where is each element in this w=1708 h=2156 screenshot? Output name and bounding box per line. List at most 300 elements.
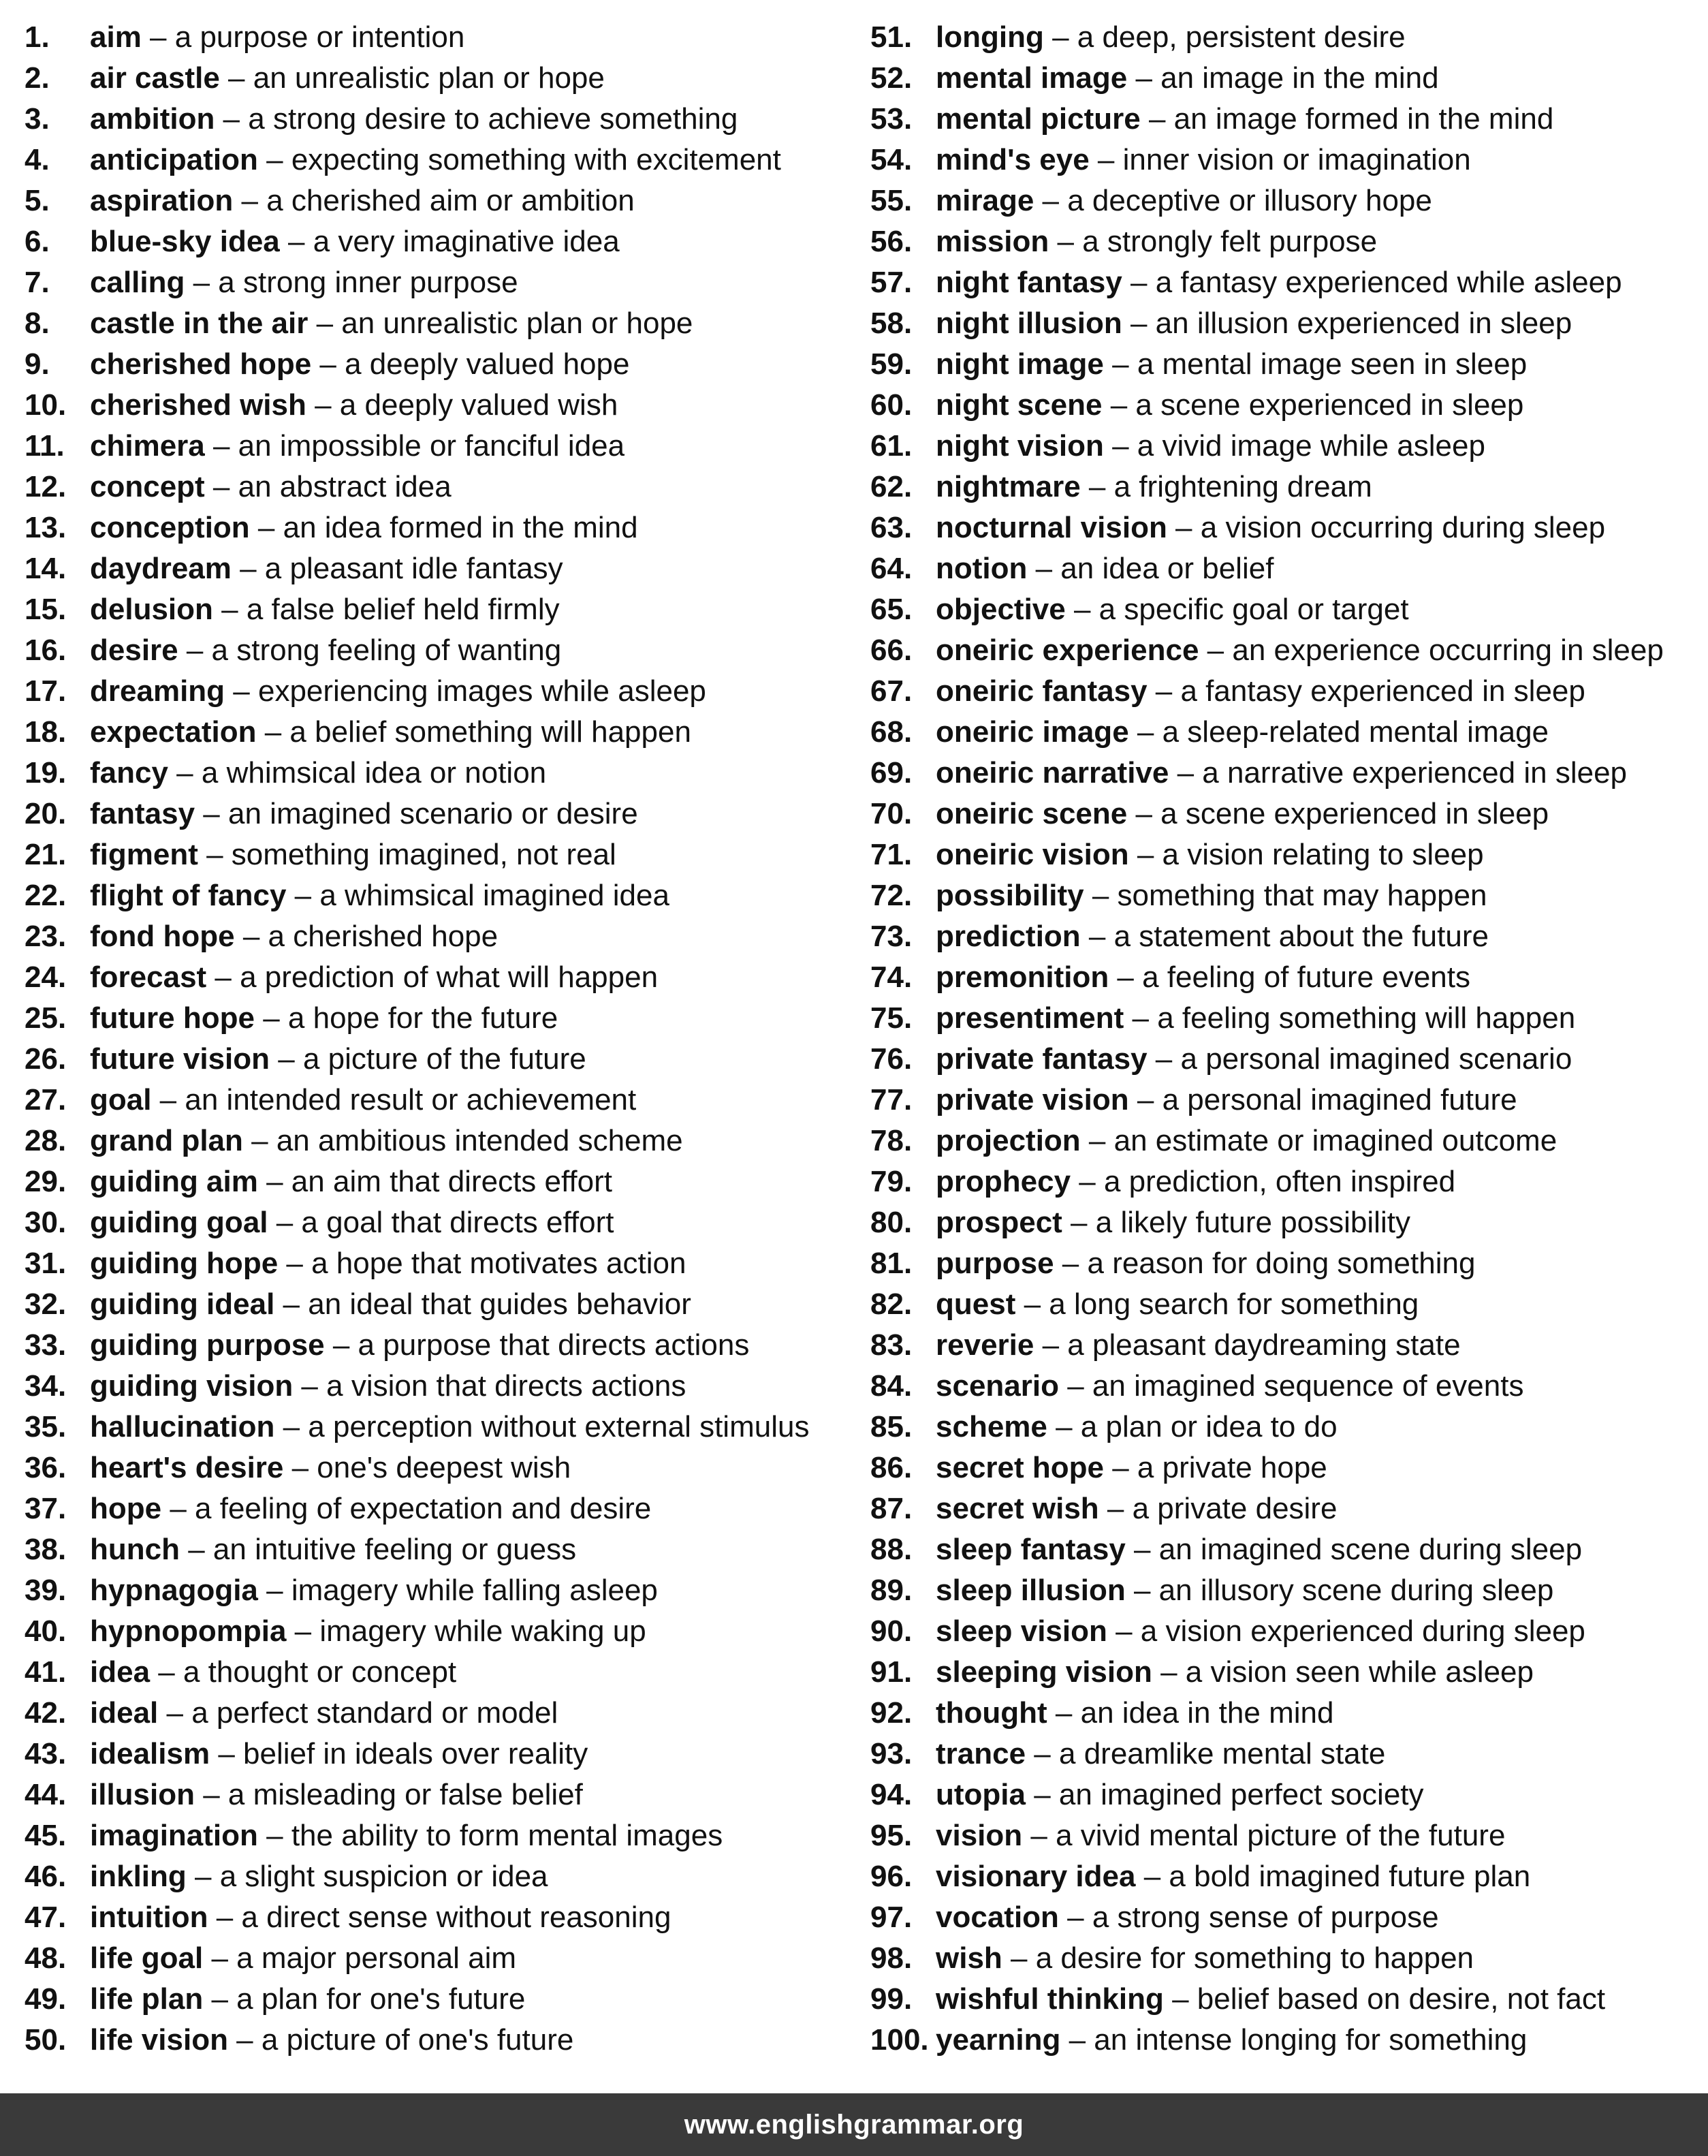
list-item <box>870 385 1708 426</box>
list-item-number: 55. <box>870 184 913 217</box>
list-item-term: sleep fantasy <box>936 1533 1126 1566</box>
list-item-definition: – an experience occurring in sleep <box>1199 634 1664 667</box>
list-item-text <box>90 1325 749 1366</box>
list-item-definition: – an impossible or fanciful idea <box>204 429 625 463</box>
list-item-text <box>90 1121 683 1161</box>
list-item <box>870 2020 1708 2061</box>
list-item-term: wishful thinking <box>936 1982 1164 2016</box>
list-item-definition: – an imagined perfect society <box>1025 1778 1424 1811</box>
list-item-term: oneiric fantasy <box>936 674 1148 708</box>
footer-website-link[interactable]: www.englishgrammar.org <box>684 2109 1024 2140</box>
list-item-term: mental picture <box>936 102 1141 136</box>
list-item <box>870 1611 1708 1652</box>
list-item-definition: – a vision that directs actions <box>293 1369 686 1403</box>
list-item <box>870 181 1708 221</box>
list-item-term: mirage <box>936 184 1034 217</box>
list-item <box>870 344 1708 385</box>
list-item-text <box>90 385 618 426</box>
list-item-term: visionary idea <box>936 1860 1136 1893</box>
list-item-definition: – one's deepest wish <box>283 1451 571 1484</box>
list-item-text <box>90 1570 658 1611</box>
list-item-term: hallucination <box>90 1410 275 1443</box>
list-item-text <box>90 548 563 589</box>
list-item-definition: – a very imaginative idea <box>279 225 620 258</box>
list-item-text <box>90 1693 558 1734</box>
list-item-definition: – expecting something with excitement <box>257 143 781 176</box>
list-item-text <box>936 1693 1333 1734</box>
list-item-text <box>90 957 658 998</box>
list-item <box>25 1570 869 1611</box>
list-item-number: 13. <box>25 511 67 544</box>
list-item <box>25 1448 869 1488</box>
list-item-definition: – a belief something will happen <box>256 715 691 749</box>
list-item-text <box>936 1039 1572 1080</box>
list-item-text <box>90 17 464 58</box>
list-item-definition: – a major personal aim <box>203 1941 517 1975</box>
list-item <box>870 58 1708 99</box>
list-item <box>870 99 1708 140</box>
list-item-number: 100. <box>870 2023 929 2057</box>
list-item-term: fancy <box>90 756 168 790</box>
list-item-definition: – a fantasy experienced in sleep <box>1147 674 1585 708</box>
list-item-term: hypnagogia <box>90 1574 258 1607</box>
list-item-text <box>936 1775 1424 1815</box>
list-item-text <box>90 671 706 712</box>
list-item-term: purpose <box>936 1247 1054 1280</box>
list-item-number: 66. <box>870 634 913 667</box>
list-item-number: 80. <box>870 1206 913 1239</box>
list-item-definition: – an illusory scene during sleep <box>1125 1574 1554 1607</box>
list-item-number: 6. <box>25 225 50 258</box>
list-item-text <box>936 1488 1337 1529</box>
list-item-number: 53. <box>870 102 913 136</box>
list-item <box>25 303 869 344</box>
list-item <box>25 507 869 548</box>
list-item-number: 43. <box>25 1737 67 1770</box>
list-item-text <box>936 385 1523 426</box>
list-item <box>25 916 869 957</box>
list-item-text <box>936 671 1585 712</box>
list-item-text <box>936 1407 1338 1448</box>
list-item-term: ambition <box>90 102 215 136</box>
list-item-term: idealism <box>90 1737 210 1770</box>
list-item-number: 20. <box>25 797 67 830</box>
list-item-number: 59. <box>870 347 913 381</box>
list-item-term: idea <box>90 1655 151 1689</box>
list-item-definition: – something imagined, not real <box>197 838 616 871</box>
list-item-definition: – a bold imagined future plan <box>1135 1860 1531 1893</box>
list-item-definition: – a vision occurring during sleep <box>1167 511 1606 544</box>
list-item-text <box>936 875 1487 916</box>
list-item-term: mental image <box>936 61 1128 95</box>
list-item-definition: – a slight suspicion or idea <box>186 1860 548 1893</box>
list-item-term: heart's desire <box>90 1451 284 1484</box>
list-item-number: 36. <box>25 1451 67 1484</box>
list-item-definition: – an imagined scene during sleep <box>1125 1533 1583 1566</box>
list-item <box>25 794 869 834</box>
list-item-number: 23. <box>25 920 67 953</box>
list-item-text <box>936 916 1489 957</box>
list-item-definition: – a purpose or intention <box>141 20 465 54</box>
list-item-definition: – a specific goal or target <box>1065 593 1409 626</box>
list-item-number: 47. <box>25 1901 67 1934</box>
list-item-term: future vision <box>90 1042 270 1076</box>
list-item-text <box>90 1897 671 1938</box>
list-item <box>25 1775 869 1815</box>
list-item-number: 22. <box>25 879 67 912</box>
list-item-number: 16. <box>25 634 67 667</box>
list-item-definition: – something that may happen <box>1084 879 1487 912</box>
list-item-definition: – a pleasant idle fantasy <box>231 552 563 585</box>
list-item-number: 62. <box>870 470 913 503</box>
list-item <box>870 1448 1708 1488</box>
list-item <box>25 1039 869 1080</box>
list-item-term: figment <box>90 838 198 871</box>
list-item-term: calling <box>90 266 185 299</box>
list-item-term: yearning <box>936 2023 1061 2057</box>
list-item <box>870 1652 1708 1693</box>
list-item-number: 38. <box>25 1533 67 1566</box>
list-item-term: conception <box>90 511 250 544</box>
list-item <box>25 1202 869 1243</box>
list-item-definition: – an illusion experienced in sleep <box>1122 307 1572 340</box>
list-item-term: illusion <box>90 1778 195 1811</box>
list-item-number: 44. <box>25 1778 67 1811</box>
list-item-text <box>90 344 629 385</box>
list-item-definition: – an intense longing for something <box>1060 2023 1528 2057</box>
list-item-definition: – a personal imagined future <box>1128 1083 1517 1116</box>
list-item-definition: – a private desire <box>1098 1492 1338 1525</box>
list-item-number: 2. <box>25 61 50 95</box>
list-item-definition: – a hope that motivates action <box>278 1247 686 1280</box>
list-item-definition: – a prediction of what will happen <box>206 960 659 994</box>
list-item-text <box>936 426 1485 467</box>
list-item-text <box>90 1979 525 2020</box>
list-item <box>25 630 869 671</box>
list-item-term: expectation <box>90 715 257 749</box>
list-item <box>870 1815 1708 1856</box>
list-item-definition: – an aim that directs effort <box>257 1165 613 1198</box>
list-item-number: 58. <box>870 307 913 340</box>
list-item <box>870 998 1708 1039</box>
list-item-definition: – an intended result or achievement <box>151 1083 637 1116</box>
list-item-definition: – an idea or belief <box>1027 552 1274 585</box>
list-item-text <box>90 589 560 630</box>
list-item-text <box>90 140 781 181</box>
list-item <box>870 1938 1708 1979</box>
list-item-definition: – a reason for doing something <box>1054 1247 1476 1280</box>
list-item-term: secret wish <box>936 1492 1099 1525</box>
list-item-number: 67. <box>870 674 913 708</box>
list-item-term: sleep illusion <box>936 1574 1126 1607</box>
list-item-term: fond hope <box>90 920 235 953</box>
list-item-number: 26. <box>25 1042 67 1076</box>
list-item-number: 33. <box>25 1328 67 1362</box>
word-list-column-left <box>25 17 869 2061</box>
list-item-term: longing <box>936 20 1044 54</box>
list-item <box>25 1693 869 1734</box>
list-item-number: 81. <box>870 1247 913 1280</box>
list-item <box>870 794 1708 834</box>
list-item <box>870 1897 1708 1938</box>
list-item-text <box>90 1652 456 1693</box>
list-item-term: aim <box>90 20 142 54</box>
list-item-definition: – an intuitive feeling or guess <box>179 1533 577 1566</box>
list-item <box>25 1897 869 1938</box>
list-item-term: castle in the air <box>90 307 309 340</box>
list-item <box>870 712 1708 753</box>
list-item <box>25 262 869 303</box>
list-item-number: 85. <box>870 1410 913 1443</box>
list-item-text <box>90 1284 691 1325</box>
list-item <box>25 1243 869 1284</box>
list-item-definition: – a vision seen while asleep <box>1152 1655 1534 1689</box>
list-item-number: 96. <box>870 1860 913 1893</box>
list-item-text <box>936 1325 1461 1366</box>
list-item-number: 46. <box>25 1860 67 1893</box>
list-item <box>25 957 869 998</box>
list-item <box>25 221 869 262</box>
list-item-number: 84. <box>870 1369 913 1403</box>
list-item-number: 94. <box>870 1778 913 1811</box>
list-item-text <box>90 58 605 99</box>
list-item-text <box>936 467 1372 507</box>
list-item-term: oneiric scene <box>936 797 1128 830</box>
list-item-number: 65. <box>870 593 913 626</box>
list-item-number: 48. <box>25 1941 67 1975</box>
list-item-text <box>936 753 1627 794</box>
list-item-number: 12. <box>25 470 67 503</box>
list-item-text <box>90 916 498 957</box>
list-item <box>25 99 869 140</box>
list-item-text <box>936 1366 1523 1407</box>
list-item <box>25 589 869 630</box>
list-item-term: future hope <box>90 1001 255 1035</box>
list-item-text <box>936 1979 1605 2020</box>
list-item <box>25 1734 869 1775</box>
list-item <box>25 1407 869 1448</box>
list-item-number: 92. <box>870 1696 913 1730</box>
list-item <box>25 834 869 875</box>
list-item-definition: – a perfect standard or model <box>158 1696 558 1730</box>
list-item-definition: – a desire for something to happen <box>1002 1941 1474 1975</box>
list-item-number: 70. <box>870 797 913 830</box>
list-item-text <box>90 467 452 507</box>
list-item-definition: – a strong desire to achieve something <box>215 102 738 136</box>
list-item-text <box>936 1161 1455 1202</box>
list-item-term: guiding hope <box>90 1247 279 1280</box>
list-item <box>870 834 1708 875</box>
list-item <box>870 303 1708 344</box>
list-item-definition: – inner vision or imagination <box>1089 143 1471 176</box>
list-item-text <box>936 998 1575 1039</box>
list-item-number: 30. <box>25 1206 67 1239</box>
list-item-definition: – an idea in the mind <box>1047 1696 1334 1730</box>
list-item-definition: – an idea formed in the mind <box>249 511 638 544</box>
list-item-term: dreaming <box>90 674 225 708</box>
list-item-text <box>90 1243 686 1284</box>
list-item-definition: – a strongly felt purpose <box>1049 225 1378 258</box>
list-item <box>25 1488 869 1529</box>
list-item-text <box>936 1897 1439 1938</box>
list-item-text <box>936 589 1409 630</box>
list-item-definition: – a picture of the future <box>270 1042 586 1076</box>
list-item <box>870 875 1708 916</box>
list-item-text <box>90 1202 614 1243</box>
list-item <box>870 916 1708 957</box>
list-item-text <box>936 712 1549 753</box>
list-item-number: 89. <box>870 1574 913 1607</box>
list-item-term: scenario <box>936 1369 1059 1403</box>
list-item-definition: – a strong feeling of wanting <box>178 634 562 667</box>
list-item-definition: – a whimsical idea or notion <box>168 756 547 790</box>
list-item-term: utopia <box>936 1778 1026 1811</box>
list-item-text <box>90 834 616 875</box>
list-item-text <box>90 1407 809 1448</box>
list-item-number: 28. <box>25 1124 67 1157</box>
list-item <box>870 548 1708 589</box>
list-item-text <box>936 1570 1553 1611</box>
list-item <box>25 1161 869 1202</box>
list-item-term: desire <box>90 634 178 667</box>
list-item-text <box>936 834 1484 875</box>
list-item-term: thought <box>936 1696 1047 1730</box>
list-item-definition: – belief based on desire, not fact <box>1163 1982 1606 2016</box>
list-item-term: night image <box>936 347 1104 381</box>
list-item-definition: – a hope for the future <box>254 1001 558 1035</box>
list-item-text <box>90 1366 686 1407</box>
list-item <box>25 671 869 712</box>
list-item-text <box>90 1488 651 1529</box>
list-item-term: night vision <box>936 429 1104 463</box>
list-item-term: intuition <box>90 1901 208 1934</box>
list-item-definition: – a vivid mental picture of the future <box>1022 1819 1506 1852</box>
list-item-term: nocturnal vision <box>936 511 1167 544</box>
list-item <box>870 630 1708 671</box>
list-item-text <box>90 1448 571 1488</box>
list-item-definition: – a likely future possibility <box>1062 1206 1410 1239</box>
list-item-definition: – a feeling something will happen <box>1124 1001 1576 1035</box>
list-item-definition: – a cherished aim or ambition <box>233 184 635 217</box>
list-item-term: life plan <box>90 1982 204 2016</box>
list-item-term: hope <box>90 1492 162 1525</box>
list-item-term: mind's eye <box>936 143 1090 176</box>
list-item <box>870 957 1708 998</box>
list-item <box>25 58 869 99</box>
list-item-number: 50. <box>25 2023 67 2057</box>
list-item-definition: – a thought or concept <box>150 1655 457 1689</box>
list-item-term: oneiric narrative <box>936 756 1169 790</box>
list-item-text <box>936 1652 1534 1693</box>
list-item <box>870 1693 1708 1734</box>
list-item-term: vision <box>936 1819 1023 1852</box>
list-item-number: 75. <box>870 1001 913 1035</box>
list-item <box>870 671 1708 712</box>
list-item <box>870 221 1708 262</box>
list-item-number: 1. <box>25 20 50 54</box>
list-item-text <box>90 99 738 140</box>
list-item-text <box>936 1611 1585 1652</box>
list-item <box>870 1366 1708 1407</box>
list-item-number: 34. <box>25 1369 67 1403</box>
list-item <box>870 426 1708 467</box>
list-item-text <box>90 1039 586 1080</box>
list-item-number: 99. <box>870 1982 913 2016</box>
list-item-text <box>90 303 693 344</box>
list-item-number: 14. <box>25 552 67 585</box>
list-item-definition: – a frightening dream <box>1080 470 1372 503</box>
list-item-definition: – an imagined scenario or desire <box>195 797 638 830</box>
list-item-term: objective <box>936 593 1066 626</box>
list-item-text <box>90 262 518 303</box>
list-item-definition: – a narrative experienced in sleep <box>1169 756 1628 790</box>
list-item-number: 5. <box>25 184 50 217</box>
list-item-term: aspiration <box>90 184 234 217</box>
list-item <box>870 1202 1708 1243</box>
list-item <box>25 344 869 385</box>
list-item-definition: – a private hope <box>1103 1451 1327 1484</box>
list-item-term: guiding aim <box>90 1165 258 1198</box>
list-item-text <box>90 1080 636 1121</box>
list-item <box>870 1979 1708 2020</box>
list-item-definition: – a deep, persistent desire <box>1043 20 1406 54</box>
list-item-definition: – a deeply valued wish <box>306 388 618 422</box>
list-item-term: blue-sky idea <box>90 225 280 258</box>
list-item-text <box>936 181 1432 221</box>
list-item-number: 91. <box>870 1655 913 1689</box>
list-item-text <box>90 875 669 916</box>
list-item <box>870 140 1708 181</box>
list-item-definition: – belief in ideals over reality <box>210 1737 588 1770</box>
list-item-definition: – a feeling of expectation and desire <box>161 1492 652 1525</box>
list-item <box>870 753 1708 794</box>
list-item-number: 56. <box>870 225 913 258</box>
list-item-definition: – a sleep-related mental image <box>1128 715 1549 749</box>
list-item-number: 57. <box>870 266 913 299</box>
list-item-definition: – a plan or idea to do <box>1047 1410 1338 1443</box>
list-item-term: night illusion <box>936 307 1122 340</box>
list-item-term: guiding goal <box>90 1206 268 1239</box>
list-item-text <box>936 1938 1474 1979</box>
list-item-text <box>936 1856 1530 1897</box>
list-item-number: 82. <box>870 1287 913 1321</box>
list-item-term: quest <box>936 1287 1016 1321</box>
list-item-term: life vision <box>90 2023 228 2057</box>
list-item-term: guiding ideal <box>90 1287 275 1321</box>
list-item-term: private vision <box>936 1083 1129 1116</box>
list-item-term: presentiment <box>936 1001 1124 1035</box>
list-item-term: chimera <box>90 429 205 463</box>
list-item-number: 31. <box>25 1247 67 1280</box>
list-item-number: 15. <box>25 593 67 626</box>
list-item-number: 69. <box>870 756 913 790</box>
list-item <box>870 1039 1708 1080</box>
list-item <box>25 426 869 467</box>
list-item <box>870 467 1708 507</box>
list-item-number: 86. <box>870 1451 913 1484</box>
list-item-number: 10. <box>25 388 67 422</box>
list-item-term: reverie <box>936 1328 1034 1362</box>
list-item <box>25 1652 869 1693</box>
list-item-number: 39. <box>25 1574 67 1607</box>
list-item-term: sleeping vision <box>936 1655 1152 1689</box>
list-item-definition: – a deceptive or illusory hope <box>1034 184 1432 217</box>
list-item <box>25 1529 869 1570</box>
list-item-term: secret hope <box>936 1451 1104 1484</box>
footer-bar <box>0 2093 1708 2156</box>
list-item-term: oneiric vision <box>936 838 1129 871</box>
list-item-number: 42. <box>25 1696 67 1730</box>
